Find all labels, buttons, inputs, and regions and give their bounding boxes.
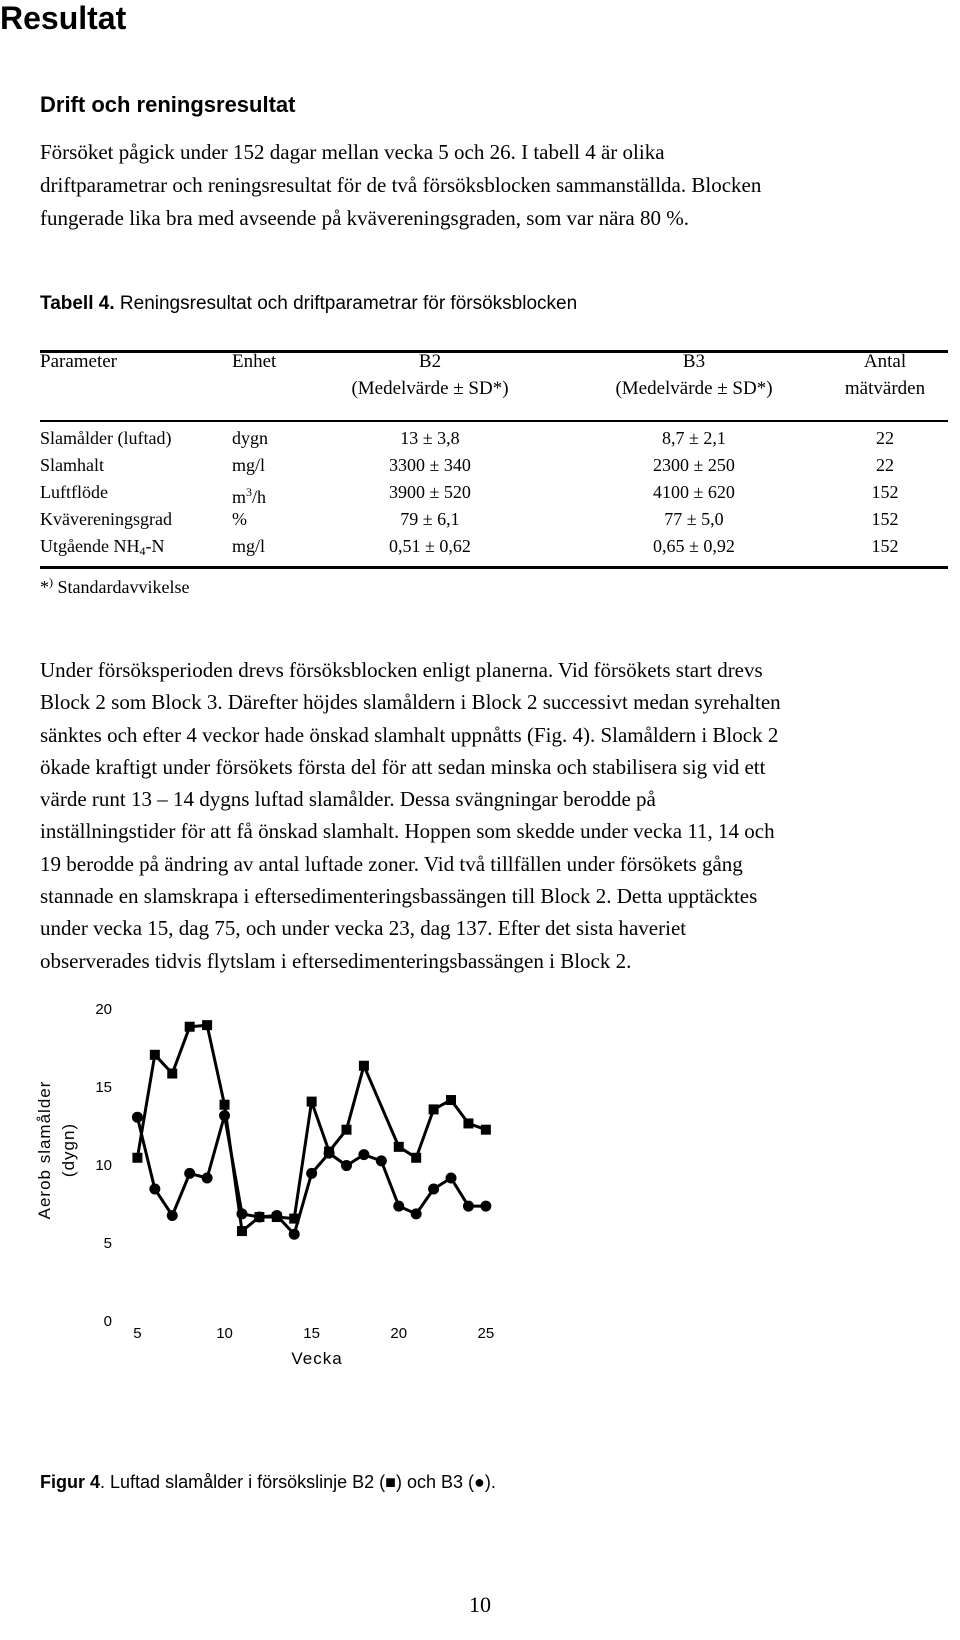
- y-tick-label: 5: [103, 1235, 112, 1252]
- x-tick-labels: [133, 1325, 494, 1342]
- table-cell-parameter: Slamhalt: [40, 455, 104, 475]
- y-tick-labels: [95, 1001, 112, 1330]
- intro-line: driftparametrar och reningsresultat för de två försöksblocken sammanställda. Blocken: [40, 173, 762, 197]
- body-line: stannade en slamskrapa i eftersedimenteringsbassängen till Block 2. Detta upptäcktes: [40, 884, 758, 909]
- x-tick-label: 20: [390, 1325, 408, 1342]
- table-cell-parameter: Luftflöde: [40, 482, 108, 502]
- y-axis-label: Aerob slamålder: [35, 1080, 54, 1220]
- data-point-b3: [341, 1160, 352, 1171]
- series-line-b2: [137, 1025, 486, 1231]
- table-cell-b2: 13 ± 3,8: [400, 428, 460, 448]
- x-tick-label: 10: [216, 1325, 233, 1342]
- intro-paragraph: [40, 136, 940, 235]
- data-point-b2: [394, 1142, 404, 1152]
- table-header-rule: [40, 420, 948, 422]
- x-tick-label: 5: [133, 1325, 142, 1342]
- section-heading: Drift och reningsresultat: [40, 92, 296, 117]
- footnote-superscript: ): [49, 575, 53, 589]
- header-count-subtitle: mätvärden: [844, 378, 926, 399]
- data-point-b2: [446, 1095, 456, 1105]
- header-parameter: Parameter: [40, 351, 118, 372]
- param-subscript: 4: [139, 544, 146, 558]
- y-tick-label: 15: [95, 1079, 112, 1096]
- data-point-b2: [359, 1061, 369, 1071]
- data-point-b3: [219, 1110, 230, 1121]
- body-line: under vecka 15, dag 75, och under vecka 23, dag 137. Efter det sista haveriet: [40, 916, 687, 941]
- unit-superscript: 3: [246, 485, 253, 499]
- footnote-mark: *: [40, 577, 49, 597]
- figure-text: . Luftad slamålder i försökslinje B2 (■) och B3 (●).: [100, 1472, 496, 1492]
- header-count-title: Antal: [863, 351, 907, 372]
- data-point-b3: [480, 1201, 491, 1212]
- table-caption-label: Tabell 4.: [40, 293, 115, 314]
- data-point-b2: [150, 1050, 160, 1060]
- x-axis-label: Vecka: [291, 1349, 343, 1368]
- series-lines: [137, 1025, 486, 1234]
- data-point-b3: [463, 1201, 474, 1212]
- data-point-b2: [463, 1118, 473, 1128]
- table-caption-text: Reningsresultat och driftparametrar för försöksblocken: [114, 293, 578, 314]
- data-point-b3: [167, 1210, 178, 1221]
- table-cell-unit: dygn: [232, 428, 268, 448]
- data-point-b2: [167, 1069, 177, 1079]
- data-point-b3: [446, 1173, 457, 1184]
- table-cell-count: 152: [871, 536, 899, 556]
- sludge-age-chart: [20, 1001, 580, 1450]
- table-cell-parameter: Kvävereningsgrad: [40, 509, 172, 529]
- body-line: 19 berodde på ändring av antal luftade zoner. Vid två tillfällen under försökets gång: [40, 851, 743, 876]
- body-line: värde runt 13 – 14 dygns luftad slamålder. Dessa svängningar berodde på: [40, 787, 656, 812]
- body-line: ökade kraftigt under försökets första del för att sedan minska och stabilisera sig vid ett: [40, 754, 766, 779]
- body-line: Under försöksperioden drevs försöksblocken enligt planerna. Vid försökets start drevs: [40, 658, 763, 682]
- y-tick-label: 20: [95, 1001, 112, 1018]
- table-cell-b2: 0,51 ± 0,62: [389, 536, 471, 556]
- table-cell-b3: 77 ± 5,0: [664, 509, 724, 529]
- table-cell-b3: 2300 ± 250: [653, 455, 735, 475]
- x-tick-label: 15: [303, 1325, 320, 1342]
- header-b2-subtitle: (Medelvärde ± SD*): [351, 378, 509, 399]
- body-paragraph: [40, 654, 945, 977]
- header-b3-title: B3: [682, 351, 706, 372]
- unit-base: m: [232, 487, 247, 507]
- data-point-b3: [236, 1208, 247, 1219]
- y-tick-label: 0: [103, 1313, 112, 1330]
- table-cell-unit: mg/l: [232, 536, 266, 556]
- data-point-b3: [289, 1229, 300, 1240]
- intro-line: Försöket pågick under 152 dagar mellan vecka 5 och 26. I tabell 4 är olika: [40, 140, 665, 164]
- data-point-b2: [202, 1020, 212, 1030]
- header-b2: [330, 350, 530, 401]
- body-line: sänktes och efter 4 veckor hade önskad slamhalt uppnåtts (Fig. 4). Slamåldern i Block 2: [40, 722, 779, 747]
- header-b3: [594, 350, 794, 401]
- data-point-b3: [411, 1208, 422, 1219]
- data-point-b3: [306, 1168, 317, 1179]
- table-cell-parameter: [40, 533, 164, 565]
- header-b2-title: B2: [418, 351, 442, 372]
- data-point-b3: [184, 1168, 195, 1179]
- table-cell-count: 152: [871, 482, 899, 502]
- body-line: inställningstider för att få önskad slamhalt. Hoppen som skedde under vecka 11, 14 och: [40, 819, 775, 844]
- data-point-b2: [307, 1097, 317, 1107]
- data-point-b3: [376, 1155, 387, 1166]
- table-cell-unit: %: [232, 509, 247, 529]
- page-heading: Resultat: [0, 0, 127, 36]
- table-caption: [40, 292, 577, 316]
- param-suffix: -N: [145, 536, 165, 556]
- header-b3-subtitle: (Medelvärde ± SD*): [615, 378, 773, 399]
- table-cell-parameter: Slamålder (luftad): [40, 428, 172, 448]
- data-point-b2: [481, 1125, 491, 1135]
- data-point-b3: [202, 1173, 213, 1184]
- table-cell-b3: 8,7 ± 2,1: [662, 428, 726, 448]
- data-point-b2: [132, 1153, 142, 1163]
- table-cell-b2: 3300 ± 340: [389, 455, 471, 475]
- unit-suffix: /h: [252, 487, 267, 507]
- table-cell-count: 22: [876, 428, 894, 448]
- page-number: 10: [469, 1592, 491, 1617]
- data-point-b3: [271, 1210, 282, 1221]
- header-count: [830, 350, 940, 401]
- table-cell-unit: mg/l: [232, 455, 266, 475]
- body-line: Block 2 som Block 3. Därefter höjdes slamåldern i Block 2 successivt medan syrehalten: [40, 690, 781, 715]
- data-point-b2: [411, 1153, 421, 1163]
- data-point-b2: [237, 1226, 247, 1236]
- data-point-b3: [254, 1212, 265, 1223]
- table-cell-b3: 0,65 ± 0,92: [653, 536, 735, 556]
- y-tick-label: 10: [95, 1157, 112, 1174]
- figure-caption: [40, 1470, 496, 1494]
- series-markers: [132, 1020, 491, 1240]
- data-point-b3: [428, 1183, 439, 1194]
- param-base: Utgående NH: [40, 536, 140, 556]
- data-point-b3: [149, 1183, 160, 1194]
- table-cell-b2: 79 ± 6,1: [400, 509, 460, 529]
- table-footnote: [40, 568, 189, 601]
- x-tick-label: 25: [477, 1325, 495, 1342]
- data-point-b3: [132, 1112, 143, 1123]
- body-line: observerades tidvis flytslam i eftersedimenteringsbassängen i Block 2.: [40, 948, 632, 973]
- table-cell-b3: 4100 ± 620: [653, 482, 735, 502]
- data-point-b2: [289, 1214, 299, 1224]
- figure-label: Figur 4: [40, 1472, 101, 1492]
- data-point-b2: [341, 1125, 351, 1135]
- table-cell-count: 22: [876, 455, 894, 475]
- table-cell-count: 152: [871, 509, 899, 529]
- y-axis-label-unit: (dygn): [59, 1122, 78, 1178]
- footnote-text: Standardavvikelse: [53, 577, 190, 597]
- table-cell-b2: 3900 ± 520: [389, 482, 471, 502]
- data-point-b3: [358, 1149, 369, 1160]
- data-point-b3: [393, 1201, 404, 1212]
- data-point-b2: [429, 1104, 439, 1114]
- data-point-b2: [220, 1100, 230, 1110]
- intro-line: fungerade lika bra med avseende på kvävereningsgraden, som var nära 80 %.: [40, 206, 689, 230]
- header-unit: Enhet: [232, 351, 277, 372]
- data-point-b2: [185, 1022, 195, 1032]
- data-point-b3: [324, 1148, 335, 1159]
